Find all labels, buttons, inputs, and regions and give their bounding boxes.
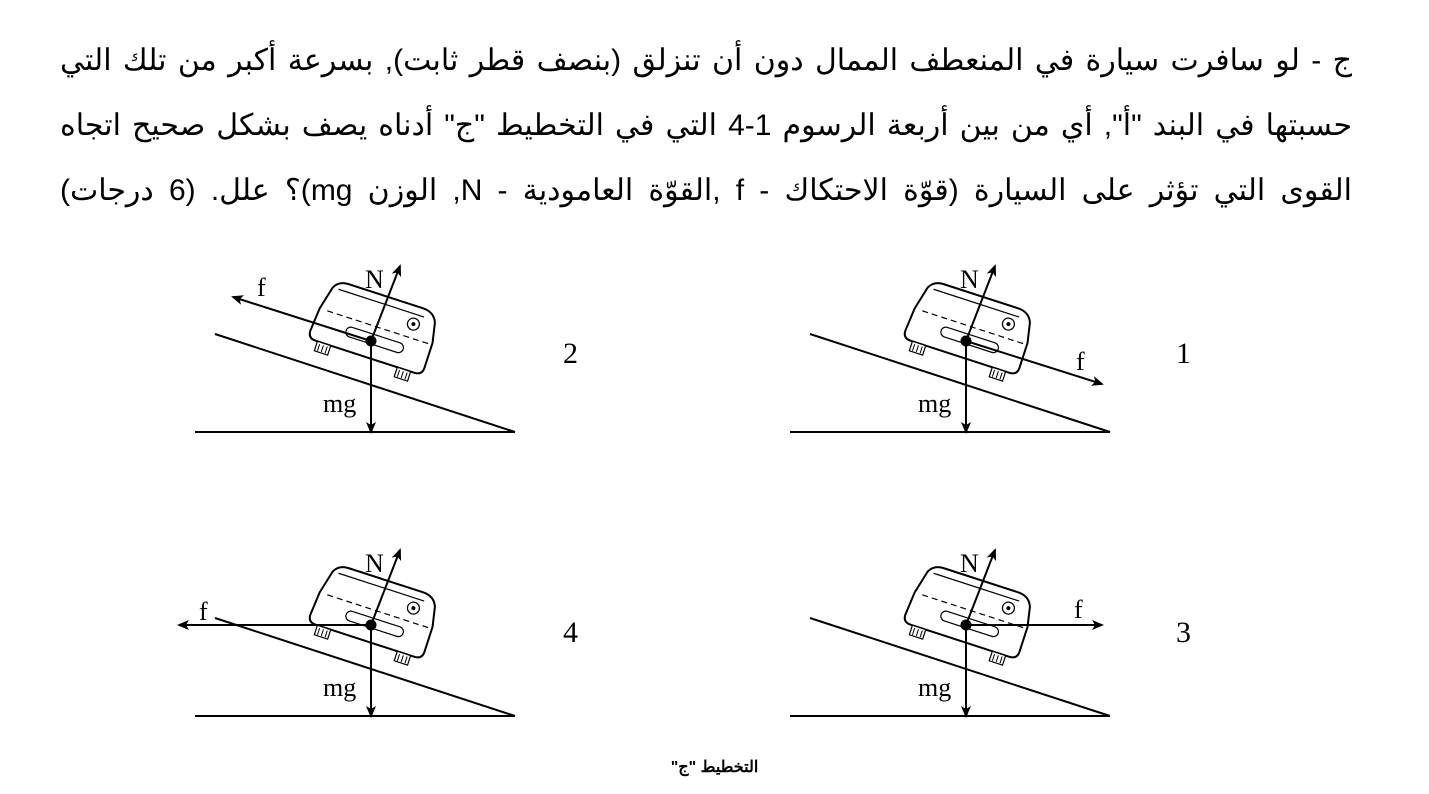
friction-label: f <box>199 597 208 626</box>
diagram-caption: التخطيط "ج" <box>670 759 759 776</box>
weight-label: mg <box>918 673 952 702</box>
weight-label: mg <box>323 389 357 418</box>
center-of-mass-dot <box>961 336 972 347</box>
diagram-2 <box>195 262 578 462</box>
weight-label: mg <box>918 389 952 418</box>
diagram-number: 1 <box>1176 337 1191 370</box>
friction-label: f <box>257 273 266 302</box>
normal-label: N <box>960 549 979 578</box>
question-line-3: القوى التي تؤثر على السيارة (قوّة الاحتكاك - f ,القوّة العامودية - N, الوزن mg)؟ علل. (6 درجات) <box>60 174 1352 207</box>
center-of-mass-dot <box>961 620 972 631</box>
center-of-mass-dot <box>366 620 377 631</box>
weight-label: mg <box>323 673 357 702</box>
diagram-number: 2 <box>563 337 578 370</box>
diagram-1 <box>790 262 1191 462</box>
center-of-mass-dot <box>366 336 377 347</box>
friction-label: f <box>1076 347 1085 376</box>
normal-label: N <box>960 265 979 294</box>
question-line-2: حسبتها في البند "أ", أي من بين أربعة الرسوم 1-4 التي في التخطيط "ج" أدناه يصف بشكل صحيح اتجاه <box>60 109 1352 142</box>
diagram-number: 4 <box>563 616 578 649</box>
question-line-1: ج - لو سافرت سيارة في المنعطف الممال دون أن تنزلق (بنصف قطر ثابت), بسرعة أكبر من تلك التي <box>60 44 1352 77</box>
diagram-4 <box>195 546 578 746</box>
friction-label: f <box>1074 595 1083 624</box>
diagram-3 <box>790 546 1191 746</box>
question-text <box>60 28 1352 223</box>
normal-label: N <box>365 549 384 578</box>
normal-label: N <box>365 265 384 294</box>
diagram-number: 3 <box>1176 616 1191 649</box>
